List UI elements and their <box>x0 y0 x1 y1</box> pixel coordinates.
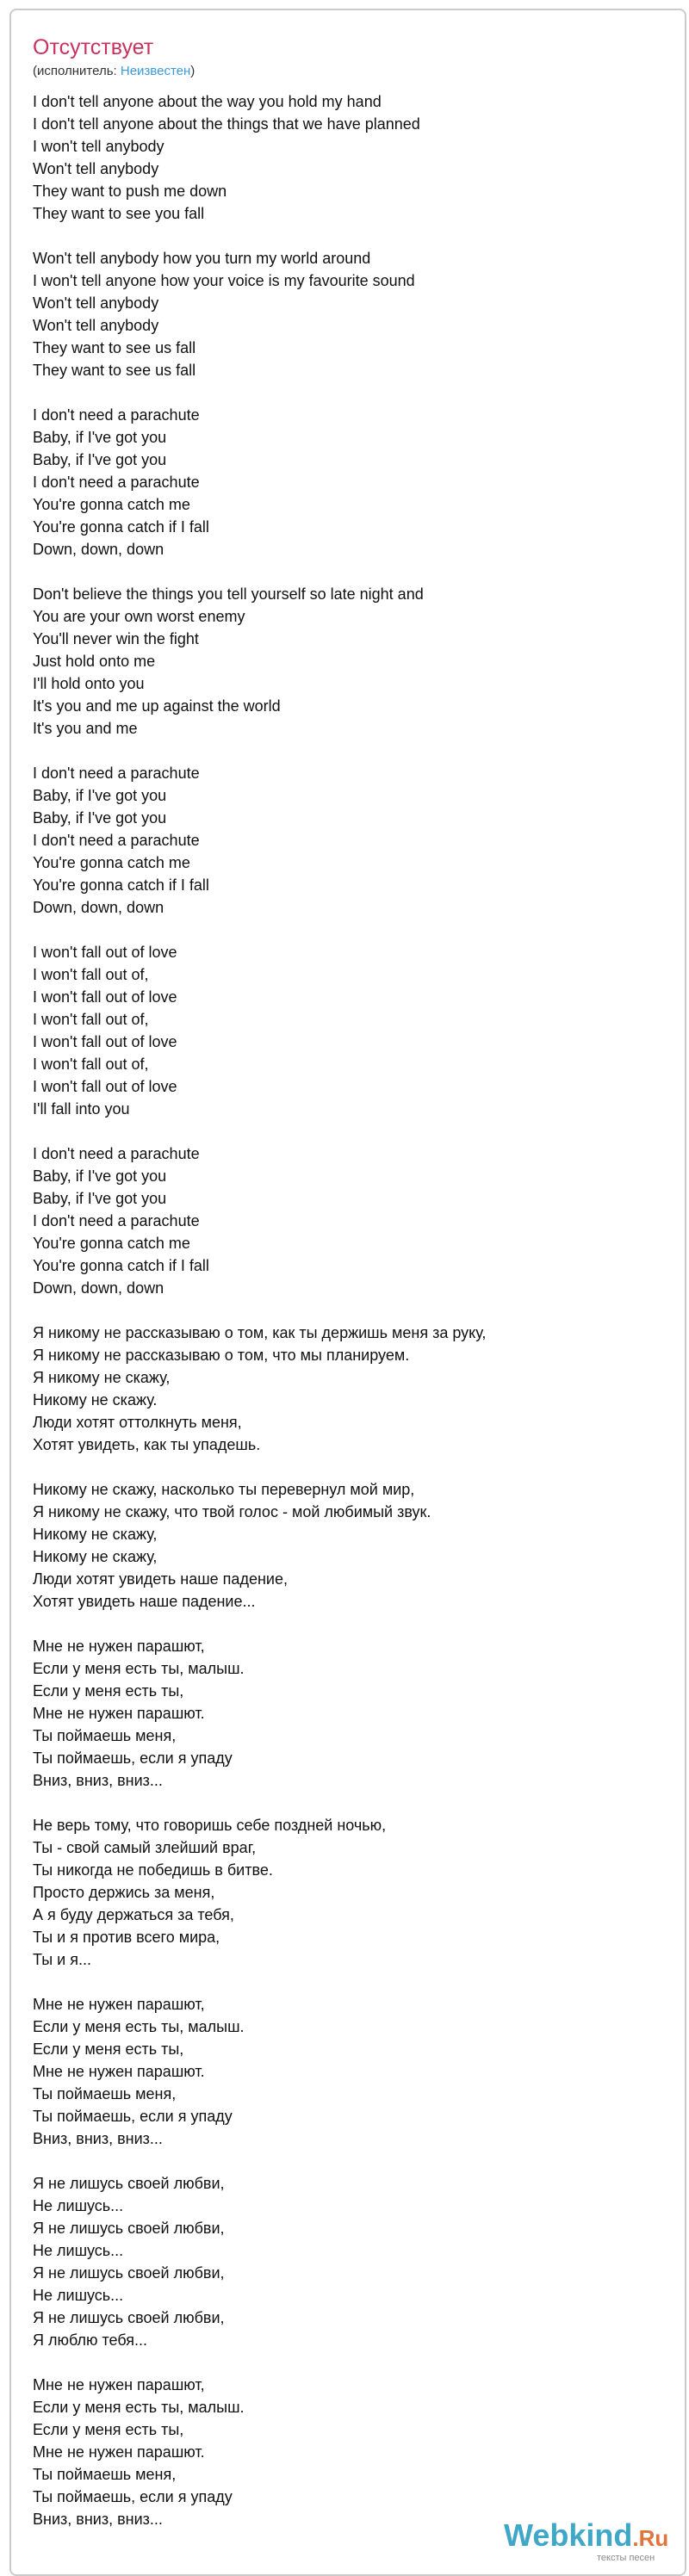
lyrics-line: Если у меня есть ты, малыш. <box>33 2399 245 2416</box>
lyrics-line: Ты поймаешь, если я упаду <box>33 1749 233 1767</box>
lyrics-line: You're gonna catch if I fall <box>33 518 209 536</box>
lyrics-line: I don't need a parachute <box>33 406 200 424</box>
lyrics-line: I won't tell anyone how your voice is my favourite sound <box>33 272 415 289</box>
lyrics-line: It's you and me <box>33 720 138 737</box>
lyrics-line: It's you and me up against the world <box>33 697 281 715</box>
lyrics-line: Baby, if I've got you <box>33 1190 167 1207</box>
lyrics-line: Я не лишусь своей любви, <box>33 2175 225 2192</box>
lyrics-line: I won't fall out of love <box>33 944 177 961</box>
lyrics-line: Мне не нужен парашют, <box>33 2376 205 2393</box>
lyrics-line: Мне не нужен парашют. <box>33 2443 205 2461</box>
lyrics-line: Хотят увидеть наше падение... <box>33 1593 256 1610</box>
lyrics-line: I'll hold onto you <box>33 675 145 692</box>
artist-line <box>33 64 195 79</box>
lyrics-line: Не лишусь... <box>33 2242 124 2259</box>
lyrics-line: Если у меня есть ты, <box>33 2421 184 2438</box>
lyrics-line: Ты - свой самый злейший враг, <box>33 1839 257 1856</box>
lyrics-line: Ты поймаешь меня, <box>33 1727 177 1744</box>
lyrics-line: Люди хотят увидеть наше падение, <box>33 1570 288 1588</box>
lyrics-line: You're gonna catch if I fall <box>33 876 209 894</box>
lyrics-line: They want to see us fall <box>33 362 196 379</box>
lyrics-line: Baby, if I've got you <box>33 809 167 827</box>
lyrics-line: Won't tell anybody <box>33 294 159 312</box>
lyrics-line: Не лишусь... <box>33 2197 124 2214</box>
artist-link[interactable]: Неизвестен <box>120 64 191 78</box>
lyrics-line: Хотят увидеть, как ты упадешь. <box>33 1436 261 1453</box>
lyrics-line: I'll fall into you <box>33 1100 130 1118</box>
lyrics-stanza <box>33 90 670 225</box>
lyrics-line: Won't tell anybody <box>33 317 159 334</box>
lyrics-stanza <box>33 2172 670 2351</box>
lyrics-line: Никому не скажу, насколько ты перевернул мой мир, <box>33 1481 415 1498</box>
lyrics-line: Люди хотят оттолкнуть меня, <box>33 1414 242 1431</box>
lyrics-line: Не лишусь... <box>33 2287 124 2304</box>
lyrics-line: Baby, if I've got you <box>33 787 167 804</box>
lyrics-stanza <box>33 1635 670 1792</box>
lyrics-line: Никому не скажу, <box>33 1526 158 1543</box>
lyrics-line: I don't need a parachute <box>33 832 200 849</box>
lyrics-stanza <box>33 941 670 1120</box>
lyrics-line: I won't fall out of, <box>33 966 149 983</box>
lyrics-line: Ты поймаешь, если я упаду <box>33 2108 233 2125</box>
lyrics-line: Я никому не скажу, <box>33 1369 171 1386</box>
lyrics-line: Ты поймаешь, если я упаду <box>33 2488 233 2505</box>
lyrics-line: Если у меня есть ты, малыш. <box>33 2018 245 2035</box>
lyrics-line: Down, down, down <box>33 541 164 558</box>
lyrics-line: I won't tell anybody <box>33 138 164 155</box>
lyrics-line: I won't fall out of love <box>33 1033 177 1050</box>
lyrics-stanza <box>33 1814 670 1971</box>
lyrics-line: Никому не скажу. <box>33 1391 158 1409</box>
lyrics-line: You'll never win the fight <box>33 630 199 647</box>
lyrics-line: Мне не нужен парашют. <box>33 2063 205 2080</box>
webkind-logo[interactable] <box>504 2518 680 2565</box>
lyrics-line: Вниз, вниз, вниз... <box>33 1772 163 1789</box>
lyrics-line: I don't tell anyone about the things that we have planned <box>33 115 420 133</box>
lyrics-line: I won't fall out of, <box>33 1011 149 1028</box>
lyrics-line: Если у меня есть ты, малыш. <box>33 1660 245 1677</box>
lyrics-line: Ты и я против всего мира, <box>33 1929 220 1946</box>
lyrics-line: I don't need a parachute <box>33 765 200 782</box>
lyrics-line: Baby, if I've got you <box>33 451 167 468</box>
lyrics-stanza <box>33 583 670 740</box>
lyrics-line: You are your own worst enemy <box>33 608 245 625</box>
lyrics-line: I don't need a parachute <box>33 1212 200 1229</box>
lyrics-line: Baby, if I've got you <box>33 429 167 446</box>
lyrics-line: Ты никогда не победишь в битве. <box>33 1861 273 1879</box>
artist-suffix: ) <box>190 64 196 78</box>
lyrics-line: Ты поймаешь меня, <box>33 2085 177 2102</box>
logo-tagline: тексты песен <box>597 2553 655 2563</box>
lyrics-line: Down, down, down <box>33 899 164 916</box>
lyrics-line: Я не лишусь своей любви, <box>33 2264 225 2282</box>
lyrics-stanza <box>33 1478 670 1613</box>
lyrics-line: Don't believe the things you tell yourself so late night and <box>33 585 424 603</box>
lyrics-line: You're gonna catch me <box>33 1235 190 1252</box>
lyrics-stanza <box>33 247 670 381</box>
lyrics-body <box>33 90 670 2553</box>
lyrics-line: Если у меня есть ты, <box>33 1682 184 1700</box>
lyrics-line: I don't need a parachute <box>33 474 200 491</box>
lyrics-line: Won't tell anybody how you turn my world around <box>33 250 371 267</box>
lyrics-stanza <box>33 2374 670 2530</box>
logo-wordmark <box>504 2518 668 2555</box>
lyrics-line: Я не лишусь своей любви, <box>33 2309 225 2326</box>
lyrics-line: I won't fall out of love <box>33 1078 177 1095</box>
lyrics-line: Ты поймаешь меня, <box>33 2466 177 2483</box>
lyrics-stanza <box>33 404 670 560</box>
lyrics-stanza <box>33 1322 670 1456</box>
lyrics-line: Down, down, down <box>33 1279 164 1297</box>
lyrics-line: Вниз, вниз, вниз... <box>33 2130 163 2147</box>
lyrics-line: Я никому не скажу, что твой голос - мой любимый звук. <box>33 1503 431 1520</box>
lyrics-line: Просто держись за меня, <box>33 1884 215 1901</box>
lyrics-line: They want to see you fall <box>33 205 205 222</box>
lyrics-line: Я никому не рассказываю о том, что мы планируем. <box>33 1347 410 1364</box>
lyrics-line: Я не лишусь своей любви, <box>33 2220 225 2237</box>
lyrics-line: Не верь тому, что говоришь себе поздней ночью, <box>33 1817 387 1834</box>
logo-suffix: .Ru <box>632 2525 669 2551</box>
song-title: Отсутствует <box>33 35 154 59</box>
lyrics-line: I don't need a parachute <box>33 1145 200 1162</box>
lyrics-line: Если у меня есть ты, <box>33 2040 184 2058</box>
lyrics-line: You're gonna catch if I fall <box>33 1257 209 1274</box>
lyrics-line: Никому не скажу, <box>33 1548 158 1565</box>
lyrics-line: Won't tell anybody <box>33 160 159 177</box>
artist-prefix: (исполнитель: <box>33 64 121 78</box>
lyrics-stanza <box>33 1142 670 1299</box>
lyrics-line: Мне не нужен парашют. <box>33 1705 205 1722</box>
lyrics-line: Вниз, вниз, вниз... <box>33 2511 163 2528</box>
lyrics-line: You're gonna catch me <box>33 854 190 871</box>
lyrics-line: They want to see us fall <box>33 339 196 356</box>
lyrics-line: Я люблю тебя... <box>33 2331 148 2349</box>
lyrics-line: А я буду держаться за тебя, <box>33 1906 234 1923</box>
lyrics-line: Мне не нужен парашют, <box>33 1638 205 1655</box>
lyrics-stanza <box>33 1993 670 2150</box>
lyrics-line: Ты и я... <box>33 1951 91 1968</box>
lyrics-line: Мне не нужен парашют, <box>33 1996 205 2013</box>
logo-name: Webkind <box>504 2517 633 2553</box>
lyrics-line: They want to push me down <box>33 183 227 200</box>
lyrics-line: You're gonna catch me <box>33 496 190 513</box>
lyrics-line: Я никому не рассказываю о том, как ты держишь меня за руку, <box>33 1324 487 1341</box>
lyrics-line: Baby, if I've got you <box>33 1167 167 1185</box>
lyrics-stanza <box>33 762 670 919</box>
lyrics-line: I don't tell anyone about the way you hold my hand <box>33 93 382 110</box>
lyrics-line: Just hold onto me <box>33 653 156 670</box>
lyrics-line: I won't fall out of love <box>33 988 177 1006</box>
lyrics-line: I won't fall out of, <box>33 1056 149 1073</box>
